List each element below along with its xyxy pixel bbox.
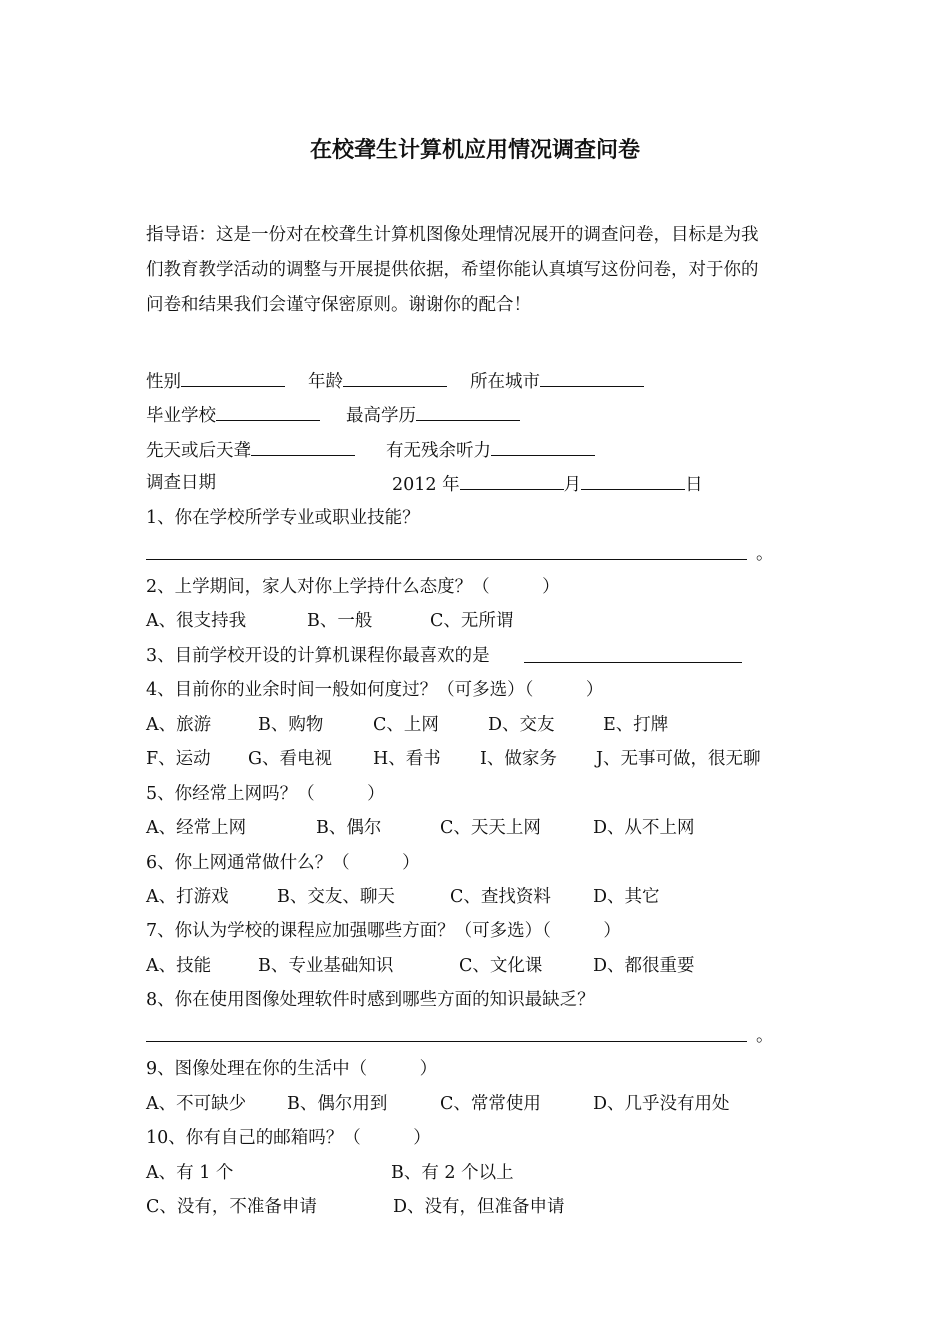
date-field: [392, 471, 703, 497]
question-7: 7、你认为学校的课程应加强哪些方面？（可多选）（ ）: [146, 921, 621, 941]
option-item[interactable]: B、交友、聊天: [277, 887, 395, 907]
option-item[interactable]: D、交友: [488, 715, 555, 735]
question-4: 4、目前你的业余时间一般如何度过？（可多选）（ ）: [146, 680, 604, 700]
question-8: 8、你在使用图像处理软件时感到哪些方面的知识最缺乏？: [146, 990, 595, 1010]
gender-label: 性别: [146, 372, 181, 392]
question-6: 6、你上网通常做什么？（ ）: [146, 853, 420, 873]
question-9: 9、图像处理在你的生活中（ ）: [146, 1059, 438, 1079]
option-item[interactable]: A、不可缺少: [146, 1094, 247, 1114]
education-label: 最高学历: [346, 406, 416, 426]
option-item[interactable]: A、很支持我: [146, 611, 247, 631]
option-item[interactable]: G、看电视: [248, 749, 332, 769]
option-item[interactable]: C、无所谓: [430, 611, 514, 631]
option-item[interactable]: J、无事可做，很无聊: [596, 749, 761, 769]
intro-line: 指导语：这是一份对在校聋生计算机图像处理情况展开的调查问卷，目标是为我: [146, 225, 759, 245]
deaf-type-blank[interactable]: [251, 437, 355, 456]
school-blank[interactable]: [216, 402, 320, 421]
option-item[interactable]: A、打游戏: [146, 887, 229, 907]
school-label: 毕业学校: [146, 406, 216, 426]
option-item[interactable]: A、经常上网: [146, 818, 247, 838]
option-item[interactable]: A、旅游: [146, 715, 212, 735]
question-1: 1、你在学校所学专业或职业技能？: [146, 508, 420, 528]
option-item[interactable]: B、有 2 个以上: [391, 1163, 514, 1183]
option-item[interactable]: I、做家务: [480, 749, 557, 769]
option-item[interactable]: C、没有，不准备申请: [146, 1197, 317, 1217]
option-item[interactable]: B、偶尔用到: [287, 1094, 388, 1114]
option-item[interactable]: D、都很重要: [593, 956, 695, 976]
day-label: 日: [685, 475, 703, 495]
year-label: 2012 年: [392, 475, 460, 495]
answer-line-8[interactable]: [146, 1041, 747, 1042]
gender-field: [146, 368, 285, 394]
day-blank[interactable]: [581, 471, 685, 490]
city-blank[interactable]: [540, 368, 644, 387]
option-item[interactable]: A、有 1 个: [146, 1163, 234, 1183]
hearing-field: [386, 437, 595, 463]
option-item[interactable]: B、一般: [307, 611, 373, 631]
option-item[interactable]: A、技能: [146, 956, 212, 976]
option-item[interactable]: C、文化课: [459, 956, 543, 976]
education-blank[interactable]: [416, 402, 520, 421]
option-item[interactable]: B、购物: [258, 715, 324, 735]
deaf-type-field: [146, 437, 355, 463]
deaf-type-label: 先天或后天聋: [146, 441, 251, 461]
option-item[interactable]: H、看书: [373, 749, 441, 769]
age-field: [308, 368, 447, 394]
answer-line-1[interactable]: [146, 559, 747, 560]
hearing-label: 有无残余听力: [386, 441, 491, 461]
period-1: 。: [756, 544, 774, 564]
option-item[interactable]: D、其它: [593, 887, 660, 907]
intro-line: 问卷和结果我们会谨守保密原则。谢谢你的配合！: [146, 295, 531, 315]
page-title: 在校聋生计算机应用情况调查问卷: [309, 138, 640, 163]
school-field: [146, 402, 320, 428]
intro-line: 们教育教学活动的调整与开展提供依据，希望你能认真填写这份问卷，对于你的: [146, 260, 759, 280]
option-item[interactable]: B、专业基础知识: [258, 956, 394, 976]
period-8: 。: [756, 1026, 774, 1046]
education-field: [346, 402, 520, 428]
option-item[interactable]: C、上网: [373, 715, 439, 735]
gender-blank[interactable]: [181, 368, 285, 387]
age-blank[interactable]: [343, 368, 447, 387]
question-10: 10、你有自己的邮箱吗？（ ）: [146, 1128, 431, 1148]
option-item[interactable]: D、从不上网: [593, 818, 695, 838]
option-item[interactable]: C、常常使用: [440, 1094, 541, 1114]
option-item[interactable]: C、天天上网: [440, 818, 541, 838]
option-item[interactable]: C、查找资料: [450, 887, 551, 907]
option-item[interactable]: E、打牌: [603, 715, 669, 735]
city-label: 所在城市: [470, 372, 540, 392]
hearing-blank[interactable]: [491, 437, 595, 456]
question-2: 2、上学期间，家人对你上学持什么态度？（ ）: [146, 577, 560, 597]
age-label: 年龄: [308, 372, 343, 392]
question-3: 3、目前学校开设的计算机课程你最喜欢的是: [146, 646, 490, 666]
answer-line-3[interactable]: [524, 662, 742, 663]
date-label: 调查日期: [146, 473, 216, 493]
city-field: [470, 368, 644, 394]
question-5: 5、你经常上网吗？（ ）: [146, 784, 385, 804]
month-blank[interactable]: [460, 471, 564, 490]
option-item[interactable]: F、运动: [146, 749, 211, 769]
option-item[interactable]: B、偶尔: [316, 818, 382, 838]
month-label: 月: [563, 475, 582, 495]
option-item[interactable]: D、没有，但准备申请: [393, 1197, 565, 1217]
option-item[interactable]: D、几乎没有用处: [593, 1094, 730, 1114]
intro-paragraph: [146, 218, 810, 323]
